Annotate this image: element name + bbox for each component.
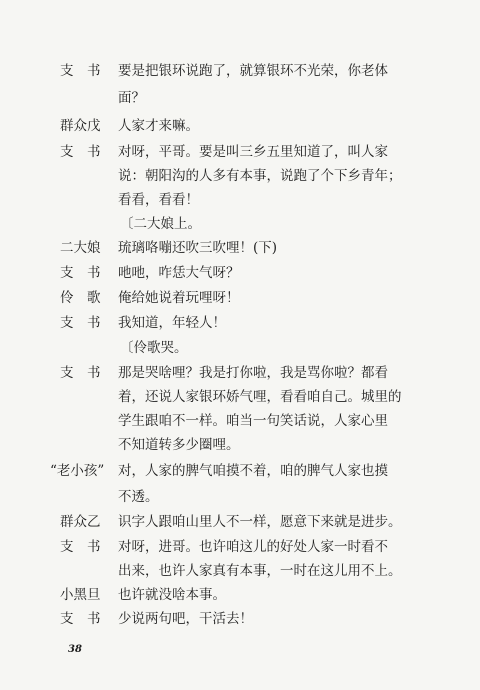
line-text: 着，还说人家银环娇气哩，看看咱自己。城里的 [118, 389, 402, 405]
speaker-name: 伶 歌 [60, 290, 101, 306]
line-text: 面？ [118, 90, 145, 106]
line-text: 少说两句吧，干活去！ [118, 611, 253, 627]
script-line [0, 140, 480, 164]
script-line [0, 114, 480, 138]
line-text: 对呀，进哥。也许咱这儿的好处人家一时看不 [118, 539, 388, 555]
line-text: 学生跟咱不一样。咱当一句笑话说，人家心里 [118, 413, 388, 429]
line-text: 不透。 [118, 489, 159, 505]
script-line [0, 86, 480, 110]
script-line [0, 236, 480, 260]
speaker-name: 二大娘 [60, 240, 101, 256]
script-line [0, 261, 480, 285]
script-line [0, 510, 480, 534]
speaker-name: 支 书 [60, 63, 101, 79]
script-line [0, 311, 480, 335]
speaker-name: 小黑旦 [60, 587, 101, 603]
script-line [0, 535, 480, 559]
line-text: 〔二大娘上。 [120, 216, 201, 232]
line-text: 我知道，年轻人！ [118, 315, 226, 331]
script-line [0, 459, 480, 483]
speaker-name: 支 书 [60, 265, 101, 281]
speaker-name: “老小孩” [50, 463, 105, 479]
line-text: 那是哭啥哩？我是打你啦，我是骂你啦？都看 [118, 365, 388, 381]
stage-direction [0, 336, 480, 360]
stage-direction [0, 212, 480, 236]
line-text: 对，人家的脾气咱摸不着，咱的脾气人家也摸 [118, 463, 388, 479]
line-text: 要是把银环说跑了，就算银环不光荣，你老体 [118, 63, 388, 79]
line-text: 琉璃咯嘣还吹三吹哩！(下) [118, 240, 278, 256]
line-text: 出来，也许人家真有本事，一时在这儿用不上。 [118, 563, 402, 579]
script-line [0, 485, 480, 509]
script-line [0, 385, 480, 409]
line-text: 〔伶歌哭。 [120, 340, 188, 356]
speaker-name: 支 书 [60, 611, 101, 627]
speaker-name: 支 书 [60, 315, 101, 331]
script-line [0, 59, 480, 83]
script-line [0, 409, 480, 433]
speaker-name: 群众戊 [60, 118, 101, 134]
line-text: 吔吔，咋恁大气呀？ [118, 265, 240, 281]
line-text: 不知道转多少圈哩。 [118, 437, 240, 453]
script-line [0, 559, 480, 583]
line-text: 人家才来嘛。 [118, 118, 199, 134]
script-line [0, 188, 480, 212]
speaker-name: 支 书 [60, 365, 101, 381]
script-line [0, 583, 480, 607]
script-line [0, 433, 480, 457]
script-line [0, 607, 480, 631]
speaker-name: 群众乙 [60, 514, 101, 530]
line-text: 看看，看看！ [118, 192, 199, 208]
speaker-name: 支 书 [60, 144, 101, 160]
script-line [0, 361, 480, 385]
speaker-name: 支 书 [60, 539, 101, 555]
line-text: 识字人跟咱山里人不一样，愿意下来就是进步。 [118, 514, 402, 530]
line-text: 也许就没啥本事。 [118, 587, 226, 603]
script-line [0, 164, 480, 188]
line-text: 说：朝阳沟的人多有本事，说跑了个下乡青年； [118, 168, 402, 184]
page-number: 38 [68, 644, 82, 655]
script-line [0, 286, 480, 310]
line-text: 对呀，平哥。要是叫三乡五里知道了，叫人家 [118, 144, 388, 160]
line-text: 俺给她说着玩哩呀！ [118, 290, 240, 306]
